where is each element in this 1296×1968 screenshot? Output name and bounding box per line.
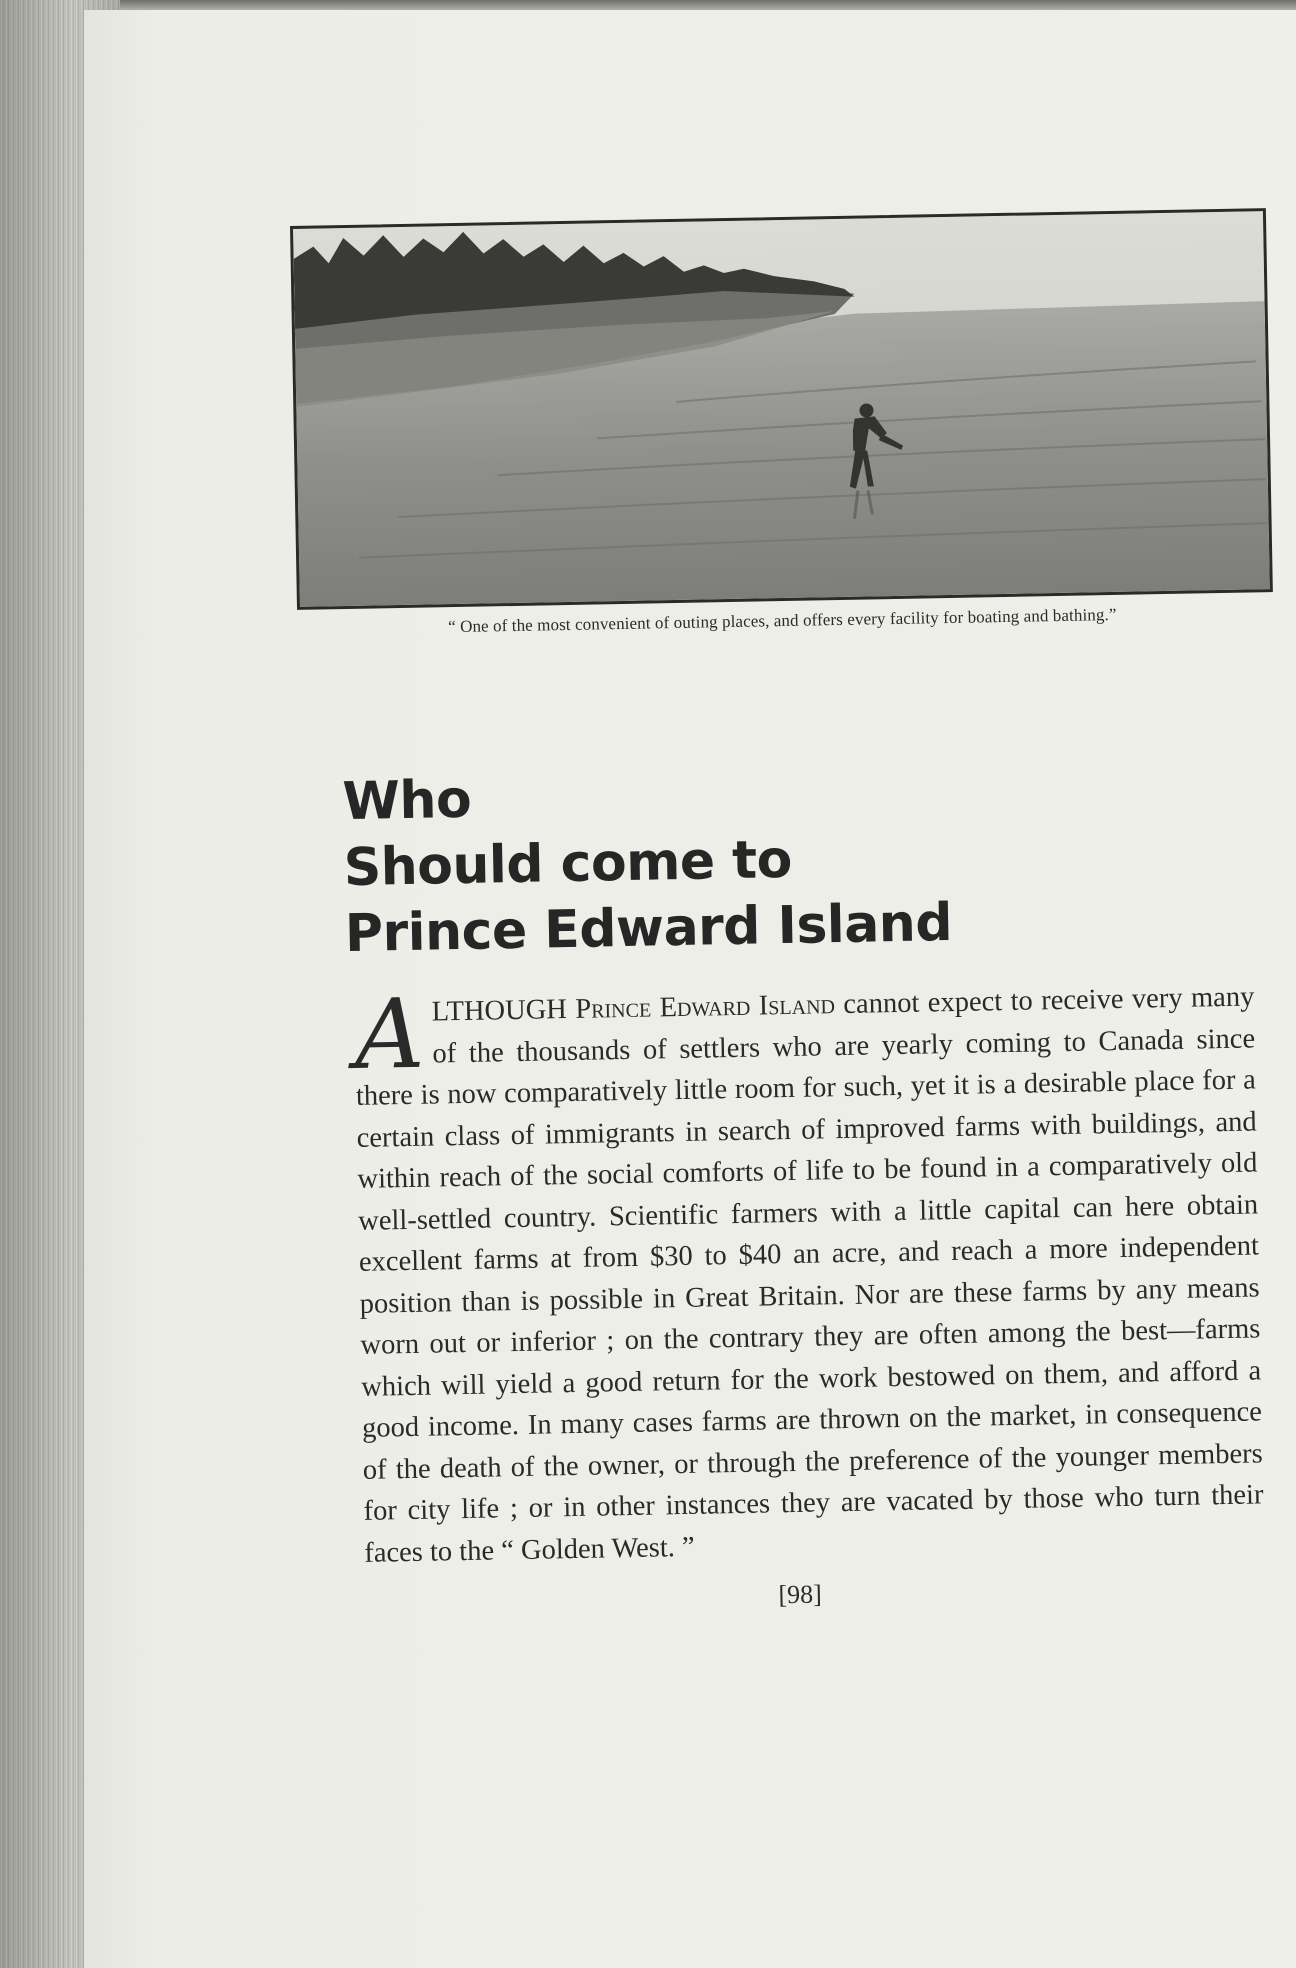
photo-illustration	[293, 211, 1270, 607]
heading-line-1: Who	[342, 769, 472, 833]
page-heading	[342, 752, 1273, 967]
shoreline-photograph	[290, 208, 1273, 610]
heading-line-2: Should come to	[343, 829, 793, 899]
lead-word: LTHOUGH	[431, 994, 568, 1028]
page-number: [98]	[778, 1579, 823, 1610]
lead-small-caps: Prince Edward Island	[575, 989, 836, 1025]
drop-cap: A	[353, 977, 426, 1091]
body-text: cannot expect to receive very many of the thousands of settlers who are yearly coming to Canada since there is now comparatively little room for such, yet it is a desirable place for a certain class of immigrants in search of improved farms with buildings, and within reach of the social comforts of life to be found in a comparatively old well-settled country. Scientific farmers with a little capital can here obtain excellent farms at from $30 to $40 an acre, and reach a more independent position than is possible in Great Britain. Nor are these farms by any means worn out or inferior ; on the contrary they are often among the best—farms which will yield a good return for the work bestowed on them, and afford a good income. In many cases farms are thrown on the market, in consequence of the death of the owner, or through the preference of the younger members for city life ; or in other instances they are vacated by those who turn their faces to the “ Golden West. ”	[355, 981, 1264, 1569]
heading-line-3: Prince Edward Island	[344, 892, 953, 965]
page-content	[290, 208, 1285, 1619]
photo-caption: “ One of the most convenient of outing places, and offers every facility for boating and bathing.”	[447, 604, 1117, 637]
body-paragraph	[354, 976, 1264, 1573]
